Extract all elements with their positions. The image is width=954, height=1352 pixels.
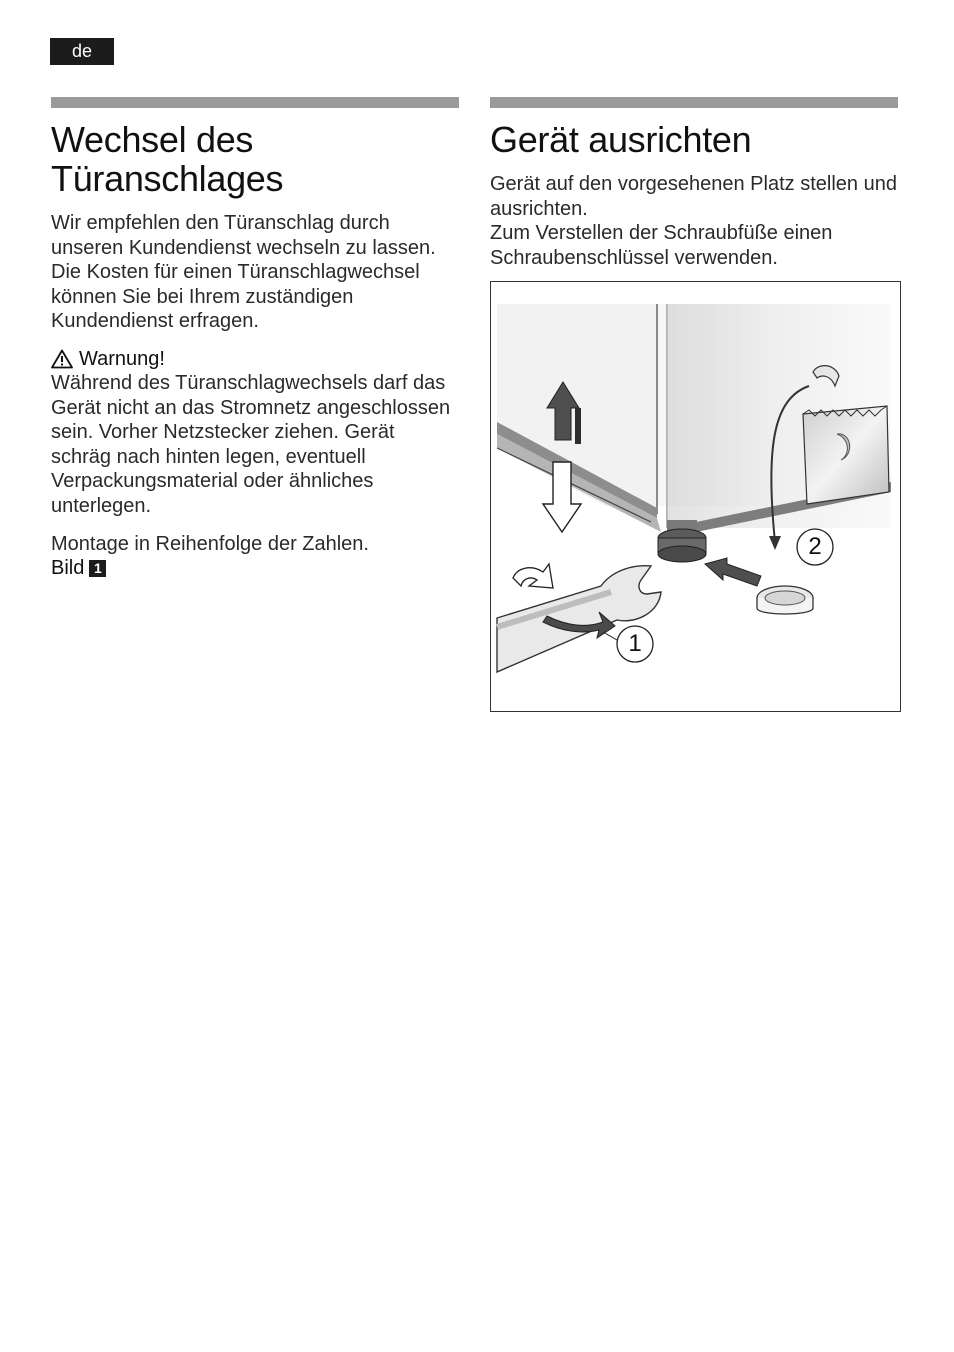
warning-title: Warnung! <box>79 347 165 370</box>
section-rule <box>51 97 459 108</box>
warning-heading <box>51 347 459 371</box>
warning-paragraph: Während des Türanschlagwechsels darf das Gerät nicht an das Stromnetz angeschlossen sein. Vorher Netzstecker ziehen. Gerät schräg nach hinten legen, eventuell Verpackungsmaterial oder ähnliches unterlegen. <box>51 371 451 517</box>
section-door-hinge <box>51 97 459 580</box>
section-align-appliance <box>490 97 898 270</box>
montage-paragraph: Montage in Reihenfolge der Zahlen. <box>51 532 369 555</box>
align-paragraph-1: Gerät auf den vorgesehenen Platz stellen und ausrichten. <box>490 173 897 220</box>
figure-number-badge: 1 <box>89 560 106 577</box>
language-tab: de <box>50 38 114 65</box>
figure-reference-label: Bild <box>51 557 85 580</box>
section-title: Gerät ausrichten <box>490 119 752 160</box>
align-paragraph-2: Zum Verstellen der Schraubfüße einen Schraubenschlüssel verwenden. <box>490 222 833 269</box>
leveling-illustration <box>490 281 901 712</box>
intro-paragraph: Wir empfehlen den Türanschlag durch unseren Kundendienst wechseln zu lassen. Die Kosten für einen Türanschlagwechsel können Sie bei Ihrem zuständigen Kundendienst erfragen. <box>51 212 436 333</box>
warning-icon <box>51 349 73 369</box>
figure-reference <box>51 556 459 580</box>
callout-2-label: 2 <box>808 533 822 560</box>
section-title: Wechsel des Türanschlages <box>51 119 284 199</box>
section-rule <box>490 97 898 108</box>
callout-1-label: 1 <box>628 630 642 657</box>
callouts-layer <box>491 282 900 711</box>
